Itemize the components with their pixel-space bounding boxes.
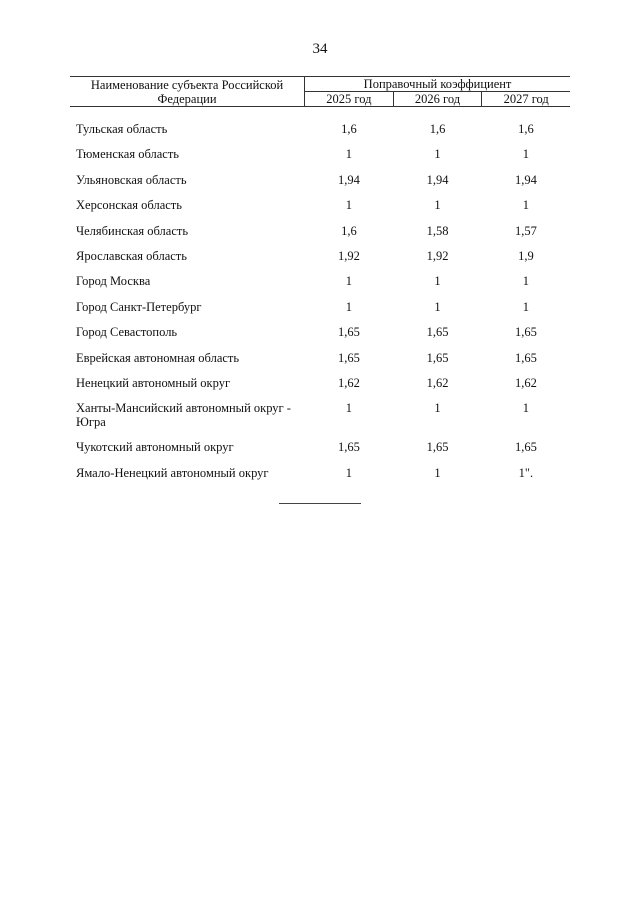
column-header-year-2027: 2027 год	[482, 92, 570, 107]
row-coefficient-value: 1,65	[337, 350, 360, 365]
row-subject-name: Тульская область	[76, 122, 168, 136]
coefficient-table	[70, 76, 570, 488]
table-row	[70, 398, 570, 437]
row-subject-name: Город Севастополь	[76, 325, 178, 340]
row-subject-name: Город Москва	[76, 274, 151, 289]
table-row	[70, 322, 570, 347]
row-subject-name: Тюменская область	[76, 147, 179, 162]
column-header-year-2026: 2026 год	[393, 92, 482, 107]
table-row	[70, 221, 570, 246]
row-coefficient-value: 1".	[518, 465, 534, 480]
row-coefficient-value: 1	[345, 274, 353, 289]
table-row	[70, 373, 570, 398]
table-header	[70, 77, 570, 107]
row-coefficient-value: 1	[434, 299, 441, 314]
row-coefficient-value: 1	[522, 299, 530, 314]
row-coefficient-value: 1,65	[426, 325, 449, 340]
row-subject-name: Ханты-Мансийский автономный округ - Югра	[76, 401, 291, 430]
row-coefficient-value: 1	[345, 198, 353, 213]
row-subject-name: Ярославская область	[76, 248, 187, 263]
row-coefficient-value: 1	[434, 465, 441, 480]
table-row	[70, 119, 570, 144]
row-coefficient-value: 1,65	[426, 350, 449, 365]
row-subject-name: Челябинская область	[76, 223, 189, 238]
row-subject-name: Город Санкт-Петербург	[76, 299, 202, 314]
row-coefficient-value: 1,65	[337, 325, 360, 340]
row-coefficient-value: 1	[345, 299, 353, 314]
row-coefficient-value: 1,94	[426, 172, 449, 187]
row-coefficient-value: 1	[522, 401, 530, 416]
row-coefficient-value: 1	[434, 198, 441, 213]
row-coefficient-value: 1,65	[514, 440, 537, 455]
table-body	[70, 107, 570, 489]
row-subject-name: Ненецкий автономный округ	[76, 375, 231, 390]
row-coefficient-value: 1	[434, 274, 441, 289]
row-coefficient-value: 1,94	[337, 172, 360, 187]
row-coefficient-value: 1	[522, 198, 530, 213]
table-row	[70, 144, 570, 169]
table-row	[70, 195, 570, 220]
row-coefficient-value: 1	[522, 274, 530, 289]
column-header-subject: Наименование субъекта Российской Федерации	[70, 77, 305, 107]
row-coefficient-value: 1,65	[514, 325, 537, 340]
table-row	[70, 463, 570, 488]
row-subject-name: Ульяновская область	[76, 172, 187, 187]
row-coefficient-value: 1,57	[514, 223, 537, 238]
row-coefficient-value: 1	[434, 147, 441, 162]
row-coefficient-value: 1,6	[341, 223, 357, 238]
table-row	[70, 246, 570, 271]
column-header-coefficient: Поправочный коэффициент	[305, 77, 570, 92]
table-row	[70, 170, 570, 195]
row-coefficient-value: 1,92	[426, 248, 449, 263]
row-coefficient-value: 1	[345, 401, 353, 416]
row-coefficient-value: 1,62	[337, 375, 360, 390]
row-coefficient-value: 1,9	[518, 248, 534, 263]
row-coefficient-value: 1,62	[426, 375, 449, 390]
row-subject-name: Чукотский автономный округ	[76, 440, 234, 455]
row-coefficient-value: 1,65	[426, 440, 449, 455]
row-coefficient-value: 1	[522, 147, 530, 162]
table-row	[70, 437, 570, 462]
row-subject-name: Еврейская автономная область	[76, 350, 240, 365]
column-header-year-2025: 2025 год	[305, 92, 394, 107]
page-number: 34	[312, 41, 328, 57]
row-coefficient-value: 1,6	[518, 122, 534, 136]
row-coefficient-value: 1,65	[337, 440, 360, 455]
row-coefficient-value: 1,58	[426, 223, 449, 238]
table-row	[70, 348, 570, 373]
row-coefficient-value: 1,65	[514, 350, 537, 365]
row-coefficient-value: 1,6	[341, 122, 357, 136]
row-coefficient-value: 1,94	[514, 172, 537, 187]
table-row	[70, 271, 570, 296]
row-coefficient-value: 1,92	[337, 248, 360, 263]
row-subject-name: Ямало-Ненецкий автономный округ	[76, 465, 269, 480]
row-coefficient-value: 1	[345, 465, 353, 480]
row-subject-name: Херсонская область	[76, 198, 182, 213]
row-coefficient-value: 1,6	[429, 122, 446, 136]
row-coefficient-value: 1	[434, 401, 441, 416]
table-row	[70, 297, 570, 322]
row-coefficient-value: 1,62	[514, 375, 537, 390]
row-coefficient-value: 1	[345, 147, 353, 162]
closing-divider	[279, 503, 361, 504]
